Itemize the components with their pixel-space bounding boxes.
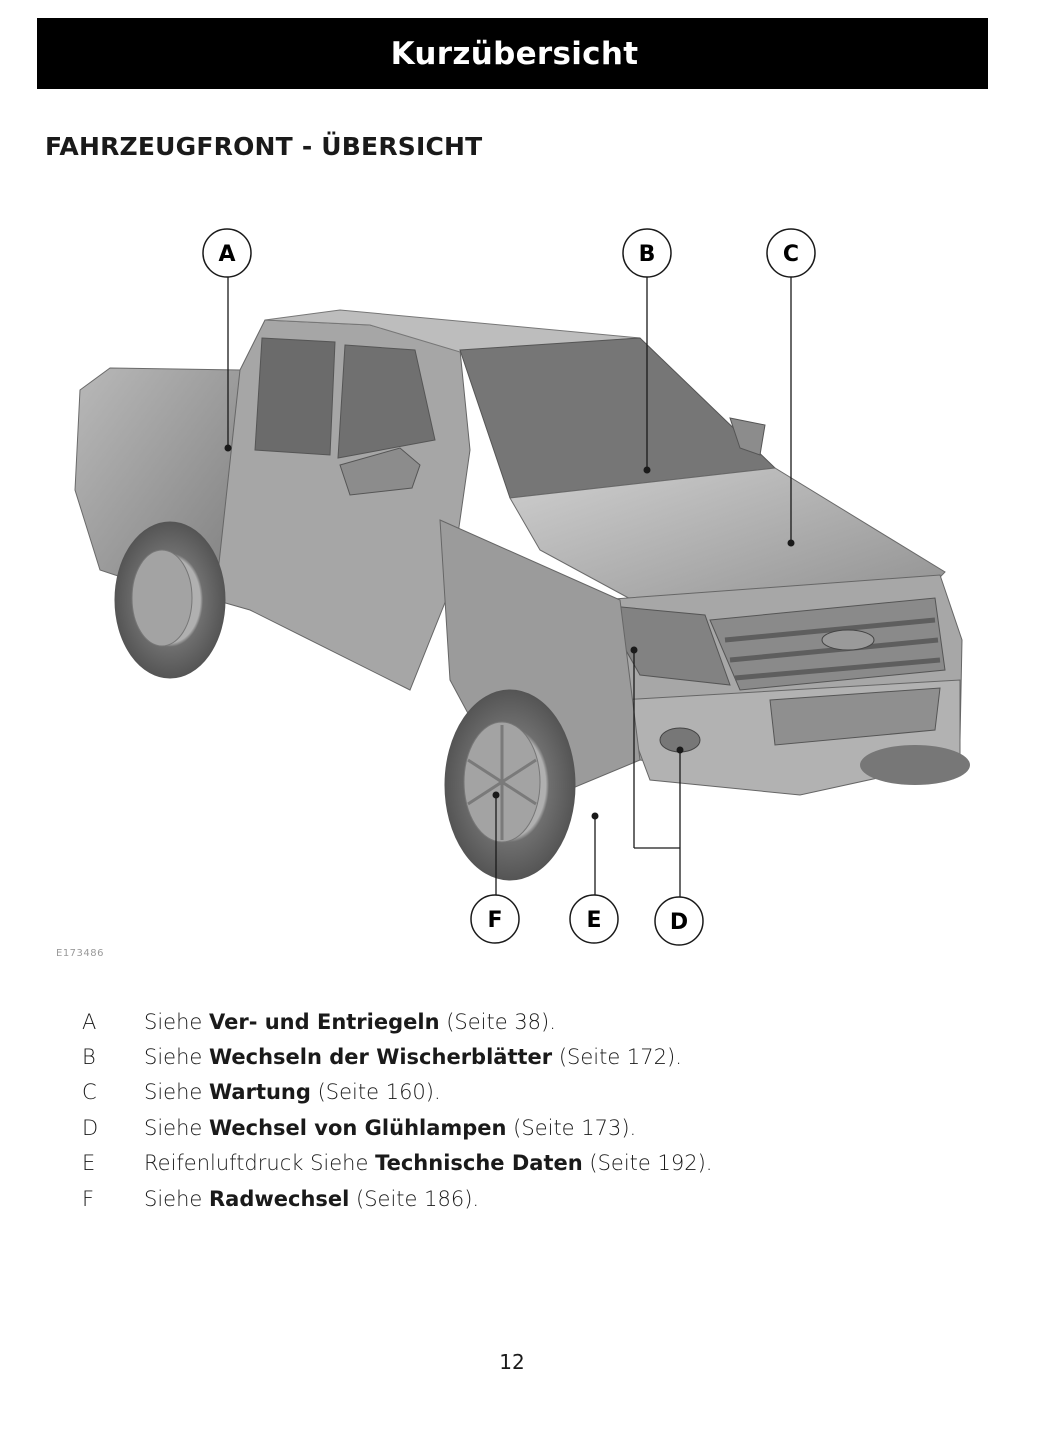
callout-label: E <box>586 908 602 933</box>
callout-label: B <box>638 242 656 267</box>
legend-text: Siehe Radwechsel (Seite 186). <box>144 1186 480 1211</box>
legend-item <box>82 1146 982 1181</box>
legend-link[interactable]: Wartung <box>209 1080 311 1105</box>
legend-link[interactable]: Ver- und Entriegeln <box>209 1009 440 1034</box>
legend-key: B <box>82 1045 96 1070</box>
legend-link[interactable]: Technische Daten <box>375 1151 583 1176</box>
legend-key: D <box>82 1115 99 1140</box>
legend-text: Siehe Wechseln der Wischerblätter (Seite 172). <box>144 1045 682 1070</box>
legend-key: F <box>82 1186 95 1211</box>
legend-list <box>82 1004 982 1216</box>
figure-code: E173486 <box>56 948 104 959</box>
pickup-truck-illustration-icon <box>40 220 980 970</box>
legend-link[interactable]: Radwechsel <box>209 1186 350 1211</box>
legend-key: C <box>82 1080 97 1105</box>
legend-text: Reifenluftdruck Siehe Technische Daten (Seite 192). <box>144 1151 713 1176</box>
callout-f <box>471 895 519 943</box>
page-number: 12 <box>499 1350 525 1374</box>
legend-link[interactable]: Wechsel von Glühlampen <box>209 1115 507 1140</box>
callout-label: C <box>782 242 800 267</box>
vehicle-front-figure <box>40 220 980 970</box>
callout-b <box>623 229 671 277</box>
callout-label: F <box>487 908 503 933</box>
legend-key: A <box>82 1009 97 1034</box>
legend-item <box>82 1075 982 1110</box>
legend-item <box>82 1110 982 1145</box>
section-title: FAHRZEUGFRONT - ÜBERSICHT <box>45 132 483 161</box>
callout-a <box>203 229 251 277</box>
chapter-header <box>37 18 988 89</box>
legend-text: Siehe Wartung (Seite 160). <box>144 1080 441 1105</box>
chapter-title: Kurzübersicht <box>390 35 639 72</box>
callout-label: A <box>218 242 236 267</box>
legend-item <box>82 1004 982 1039</box>
legend-item <box>82 1039 982 1074</box>
legend-link[interactable]: Wechseln der Wischerblätter <box>209 1045 553 1070</box>
legend-text: Siehe Wechsel von Glühlampen (Seite 173). <box>144 1115 637 1140</box>
legend-key: E <box>82 1151 96 1176</box>
callout-label: D <box>669 910 689 935</box>
legend-item <box>82 1181 982 1216</box>
callout-c <box>767 229 815 277</box>
callout-d <box>655 897 703 945</box>
legend-text: Siehe Ver- und Entriegeln (Seite 38). <box>144 1009 556 1034</box>
callout-e <box>570 895 618 943</box>
